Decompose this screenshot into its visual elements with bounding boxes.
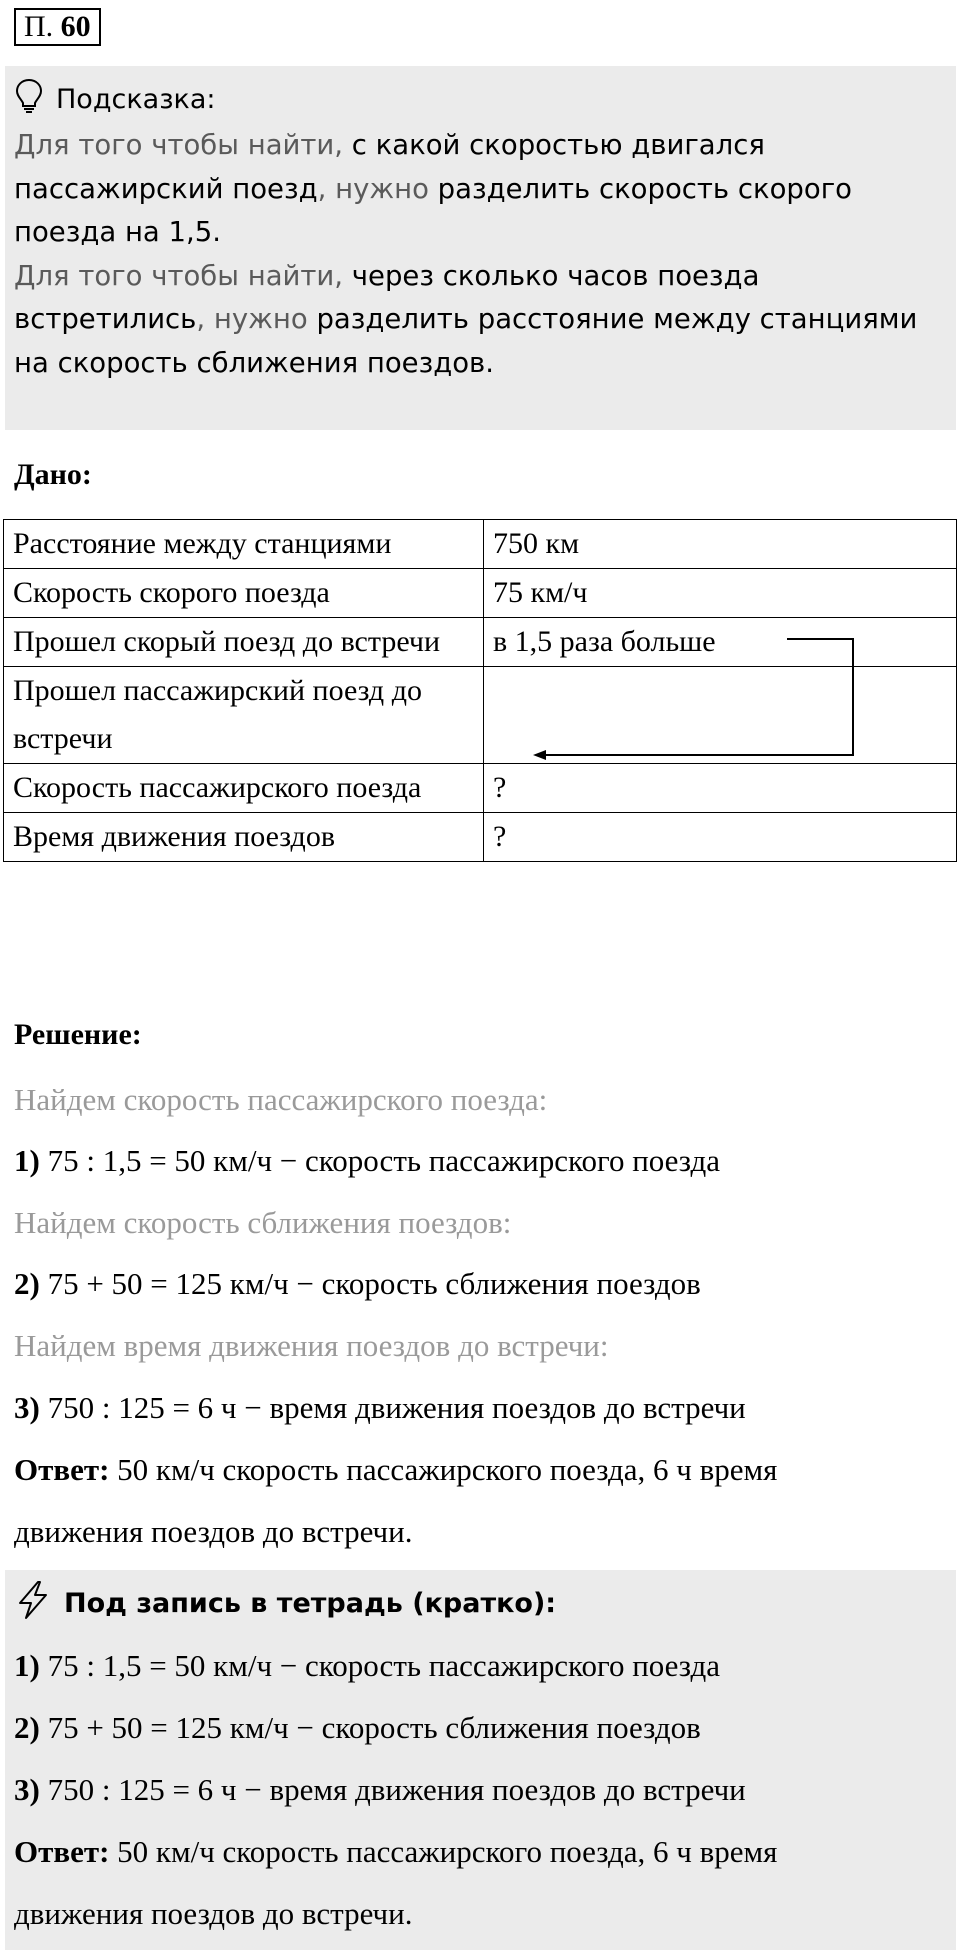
hint-p1-b: с какой скоростью двигался пассажирский поезд [14, 129, 765, 205]
given-label: Скорость пассажирского поезда [4, 764, 484, 813]
step-text: 75 : 1,5 = 50 км/ч − скорость пассажирского поезда [47, 1648, 721, 1683]
table-row [4, 813, 957, 862]
hint-title: Подсказка: [56, 84, 216, 115]
lightning-icon [14, 1580, 64, 1627]
step-number: 3) [14, 1772, 40, 1807]
short-notes-title: Под запись в тетрадь (кратко): [64, 1588, 557, 1619]
step-text: 75 + 50 = 125 км/ч − скорость сближения поездов [47, 1710, 701, 1745]
solution-answer [14, 1452, 777, 1488]
solution-step-1 [14, 1143, 720, 1179]
answer-label: Ответ: [14, 1834, 110, 1869]
lightbulb-icon [14, 78, 56, 121]
answer-text: 50 км/ч скорость пассажирского поезда, 6 ч время [117, 1834, 778, 1869]
table-row [4, 520, 957, 569]
hint-paragraph-1 [14, 124, 944, 255]
given-label: Прошел пассажирский поезд до встречи [4, 667, 484, 764]
problem-label [14, 8, 101, 46]
short-step-2 [14, 1710, 701, 1746]
given-value [484, 667, 957, 764]
given-label: Скорость скорого поезда [4, 569, 484, 618]
short-notes-panel [5, 1570, 956, 1950]
short-step-1 [14, 1648, 720, 1684]
step-number: 2) [14, 1710, 40, 1745]
solution-note-3: Найдем время движения поездов до встречи: [14, 1328, 609, 1363]
given-value: 750 км [484, 520, 957, 569]
step-text: 75 + 50 = 125 км/ч − скорость сближения поездов [47, 1266, 701, 1301]
hint-p2-e: . [485, 346, 494, 379]
short-step-3 [14, 1772, 746, 1808]
hint-paragraph-2 [14, 255, 944, 386]
given-heading: Дано: [14, 458, 92, 491]
hint-p1-d: разделить скорость скорого поезда на 1,5 [14, 172, 852, 248]
hint-p2-d: разделить расстояние между станциями на скорость сближения поездов [14, 303, 918, 379]
answer-text: 50 км/ч скорость пассажирского поезда, 6 ч время [117, 1452, 778, 1487]
hint-p1-a: Для того чтобы найти, [14, 129, 352, 161]
given-label: Расстояние между станциями [4, 520, 484, 569]
step-number: 1) [14, 1648, 40, 1683]
table-row [4, 667, 957, 764]
short-notes-header [14, 1580, 556, 1627]
solution-heading: Решение: [14, 1018, 142, 1051]
table-row [4, 764, 957, 813]
step-number: 3) [14, 1390, 40, 1425]
short-answer [14, 1834, 777, 1870]
hint-p1-c: , нужно [317, 172, 438, 205]
table-row [4, 618, 957, 667]
problem-number: 60 [60, 10, 91, 43]
given-label: Прошел скорый поезд до встречи [4, 618, 484, 667]
given-value: ? [484, 764, 957, 813]
given-value: ? [484, 813, 957, 862]
solution-note-2: Найдем скорость сближения поездов: [14, 1205, 512, 1240]
given-value: в 1,5 раза больше [484, 618, 957, 667]
table-row [4, 569, 957, 618]
solution-note-1: Найдем скорость пассажирского поезда: [14, 1082, 548, 1117]
solution-step-3 [14, 1390, 746, 1426]
hint-p2-b: через сколько часов поезда встретились [14, 259, 760, 335]
given-table [3, 519, 957, 862]
step-number: 1) [14, 1143, 40, 1178]
hint-p2-c: , нужно [196, 303, 317, 335]
short-answer-cont: движения поездов до встречи. [14, 1896, 413, 1931]
hint-header [14, 78, 216, 121]
hint-text [14, 124, 944, 385]
step-text: 750 : 125 = 6 ч − время движения поездов до встречи [47, 1390, 746, 1425]
hint-p2-a: Для того чтобы найти, [14, 259, 352, 292]
hint-p1-e: . [212, 216, 222, 248]
step-text: 75 : 1,5 = 50 км/ч − скорость пассажирского поезда [47, 1143, 721, 1178]
problem-prefix: П. [24, 10, 54, 43]
given-label: Время движения поездов [4, 813, 484, 862]
step-text: 750 : 125 = 6 ч − время движения поездов до встречи [47, 1772, 746, 1807]
answer-label: Ответ: [14, 1452, 110, 1487]
solution-step-2 [14, 1266, 701, 1302]
solution-answer-cont: движения поездов до встречи. [14, 1514, 413, 1549]
given-value: 75 км/ч [484, 569, 957, 618]
step-number: 2) [14, 1266, 40, 1301]
